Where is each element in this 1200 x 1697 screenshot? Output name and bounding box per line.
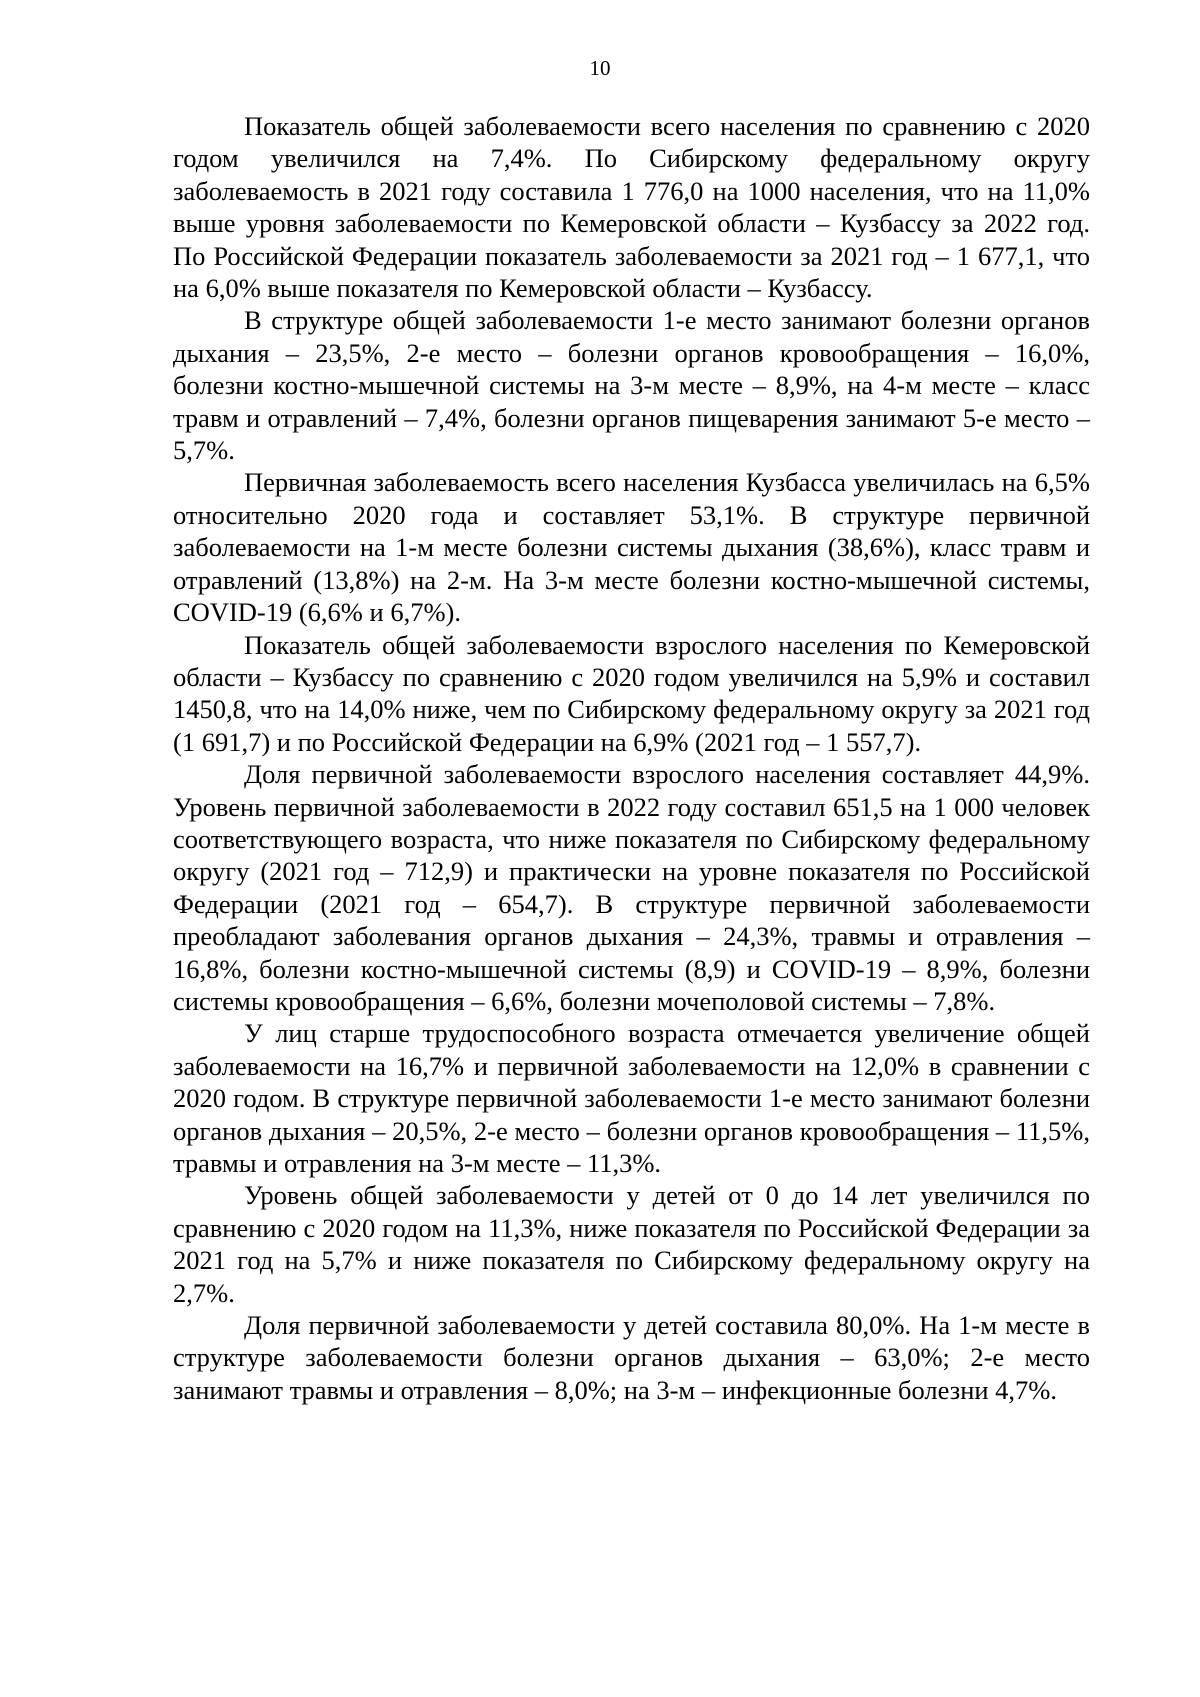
paragraph-children-primary-morbidity: Доля первичной заболеваемости у детей составила 80,0%. На 1-м месте в структуре заболеваемости болезни органов дыхания – 63,0%; 2-е место занимают травмы и отравления – 8,0%; на 3-м – инфекционные болезни 4,7%. bbox=[173, 1310, 1090, 1405]
page-number: 10 bbox=[589, 56, 611, 80]
paragraph-children-overall-morbidity: Уровень общей заболеваемости у детей от 0 до 14 лет увеличился по сравнению с 2020 годом на 11,3%, ниже показателя по Российской Федерации за 2021 год на 5,7% и ниже показателя по Сибирскому федеральному округу на 2,7%. bbox=[173, 1180, 1090, 1308]
document-body bbox=[173, 110, 1090, 1406]
paragraph-morbidity-structure: В структуре общей заболеваемости 1-е место занимают болезни органов дыхания – 23,5%, 2-е место – болезни органов кровообращения – 16,0%, болезни костно-мышечной системы на 3-м месте – 8,9%, на 4-м месте – класс травм и отравлений – 7,4%, болезни органов пищеварения занимают 5-е место – 5,7%. bbox=[173, 305, 1090, 466]
paragraph-primary-morbidity: Первичная заболеваемость всего населения Кузбасса увеличилась на 6,5% относительно 2020 года и составляет 53,1%. В структуре первичной заболеваемости на 1-м месте болезни системы дыхания (38,6%), класс травм и отравлений (13,8%) на 2-м. На 3-м месте болезни костно-мышечной системы, COVID-19 (6,6% и 6,7%). bbox=[173, 467, 1090, 628]
paragraph-adult-primary-morbidity: Доля первичной заболеваемости взрослого населения составляет 44,9%. Уровень первичной заболеваемости в 2022 году составил 651,5 на 1 000 человек соответствующего возраста, что ниже показателя по Сибирскому федеральному округу (2021 год – 712,9) и практически на уровне показателя по Российской Федерации (2021 год – 654,7). В структуре первичной заболеваемости преобладают заболевания органов дыхания – 24,3%, травмы и отравления – 16,8%, болезни костно-мышечной системы (8,9) и COVID-19 – 8,9%, болезни системы кровообращения – 6,6%, болезни мочеполовой системы – 7,8%. bbox=[173, 759, 1090, 1016]
paragraph-elderly-morbidity: У лиц старше трудоспособного возраста отмечается увеличение общей заболеваемости на 16,7% и первичной заболеваемости на 12,0% в сравнении с 2020 годом. В структуре первичной заболеваемости 1-е место занимают болезни органов дыхания – 20,5%, 2-е место – болезни органов кровообращения – 11,5%, травмы и отравления на 3-м месте – 11,3%. bbox=[173, 1018, 1090, 1178]
paragraph-adult-overall-morbidity: Показатель общей заболеваемости взрослого населения по Кемеровской области – Кузбассу по сравнению с 2020 годом увеличился на 5,9% и составил 1450,8, что на 14,0% ниже, чем по Сибирскому федеральному округу за 2021 год (1 691,7) и по Российской Федерации на 6,9% (2021 год – 1 557,7). bbox=[173, 629, 1090, 757]
paragraph-overall-morbidity: Показатель общей заболеваемости всего населения по сравнению с 2020 годом увеличился на 7,4%. По Сибирскому федеральному округу заболеваемость в 2021 году составила 1 776,0 на 1000 населения, что на 11,0% выше уровня заболеваемости по Кемеровской области – Кузбассу за 2022 год. По Российской Федерации показатель заболеваемости за 2021 год – 1 677,1, что на 6,0% выше показателя по Кемеровской области – Кузбассу. bbox=[173, 111, 1090, 304]
